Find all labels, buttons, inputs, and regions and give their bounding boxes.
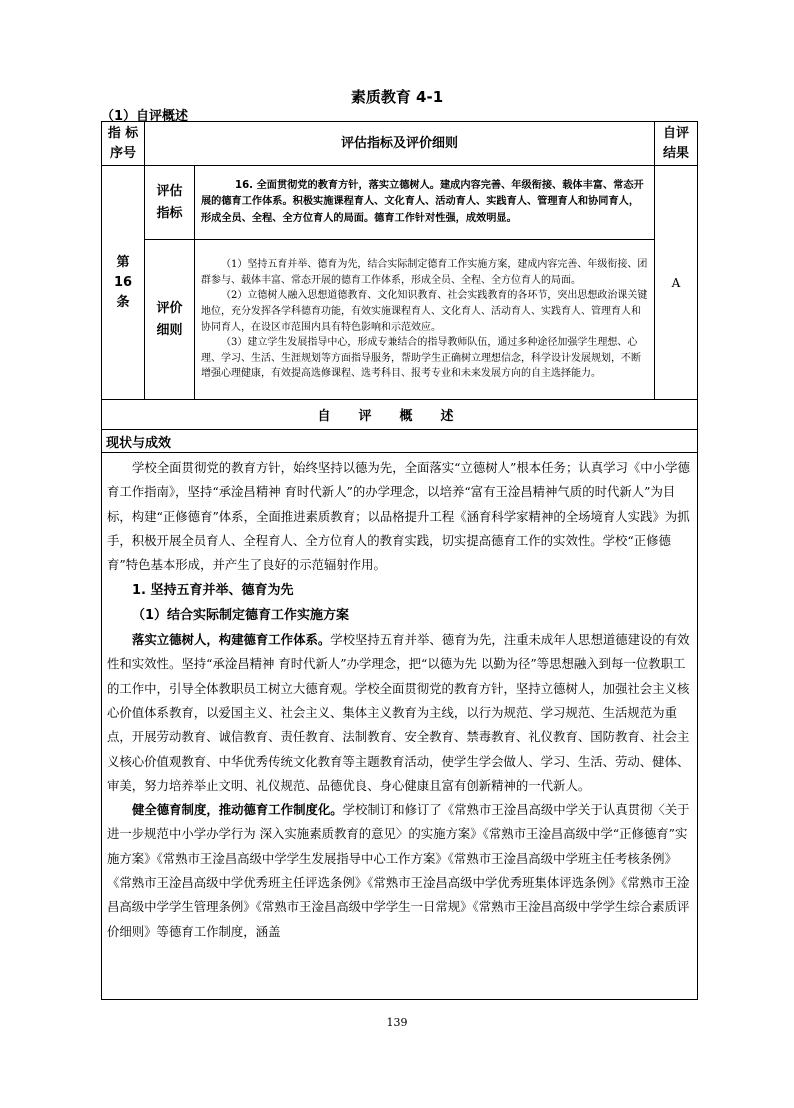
indicator-label-line1: 评估 <box>156 183 183 199</box>
detail-item: （2）立德树人融入思想道德教育、文化知识教育、社会实践教育的各环节，突出思想政治课关键地位，充分发挥各学科德育功能，有效实施课程育人、文化育人、活动育人、实践育人、管理育人和协同育人，在设区市范围内具有特色影响和示范效应。 <box>201 290 648 333</box>
paragraph-2-text: 学校制订和修订了《常熟市王淦昌高级中学关于认真贯彻〈关于进一步规范中小学办学行为 深入实施素质教育的意见〉的实施方案》《常熟市王淦昌高级中学“正修德育”实施方案》《常熟市王淦昌高级中学学生发展指导中心工作方案》《常熟市王淦昌高级中学班主任考核条例》《常熟市王淦昌高级中学优秀班主任评选条例》《常熟市王淦昌高级中学优秀班集体评选条例》《常熟市王淦昌高级中学学生管理条例》《常熟市王淦昌高级中学学生一日常规》《常熟市王淦昌高级中学学生综合素质评价细则》等德育工作制度，涵盖 <box>107 802 690 939</box>
body-text-cell <box>102 453 698 1000</box>
header-criteria: 评估指标及评价细则 <box>145 122 655 166</box>
header-col1-line1: 指 标 <box>107 125 139 141</box>
indicator-label <box>145 166 195 240</box>
detail-item: （3）建立学生发展指导中心，形成专兼结合的指导教师队伍，通过多种途径加强学生理想、心理、学习、生活、生涯规划等方面指导服务，帮助学生正确树立理想信念，科学设计发展规划，不断增强心理健康，有效提高选修课程、选考科目、报考专业和未来发展方向的自主选择能力。 <box>201 337 641 380</box>
status-row <box>102 430 698 453</box>
article-line3: 条 <box>116 294 130 310</box>
article-line2: 16 <box>113 274 133 290</box>
page-number: 139 <box>386 1016 408 1029</box>
paragraph-2 <box>107 798 692 944</box>
indicator-label-line2: 指标 <box>156 205 183 221</box>
article-line1: 第 <box>116 254 130 270</box>
header-col1-line2: 序号 <box>109 145 136 161</box>
intro-paragraph: 学校全面贯彻党的教育方针，始终坚持以德为先，全面落实“立德树人”根本任务；认真学习《中小学德育工作指南》，坚持“承淦昌精神 育时代新人”的办学理念，以培养“富有王淦昌精神气质的时代新人”为目标，构建“正修德育”体系，全面推进素质教育；以品格提升工程《涵育科学家精神的全场境育人实践》为抓手，积极开展全员育人、全程育人、全方位育人的教育实践，切实提高德育工作的实效性。学校“正修德育”特色基本形成，并产生了良好的示范辐射作用。 <box>107 460 690 573</box>
header-result <box>655 122 698 166</box>
table-header-row <box>102 122 698 166</box>
self-eval-result: A <box>655 166 698 400</box>
header-col3-line1: 自评 <box>663 125 690 141</box>
banner-text: 自评概述 <box>317 409 482 424</box>
details-label-line1: 评价 <box>156 300 183 316</box>
paragraph-1-text: 学校坚持五育并举、德育为先，注重未成年人思想道德建设的有效性和实效性。坚持“承淦昌精神 育时代新人”办学理念，把“以德为先 以勤为径”等思想融入到每一位教职工的工作中，引导全体教职员工树立大德育观。学校全面贯彻党的教育方针，坚持立德树人，加强社会主义核心价值体系教育，以爱国主义、社会主义、集体主义教育为主线，以行为规范、学习规范、生活规范为重点，开展劳动教育、诚信教育、责任教育、法制教育、安全教育、禁毒教育、礼仪教育、国防教育、社会主义核心价值观教育、中华优秀传统文化教育等主题教育活动，使学生学会做人、学习、生活、劳动、健体、审美，努力培养举止文明、礼仪规范、品德优良、身心健康且富有创新精神的一代新人。 <box>107 632 690 793</box>
header-col3-line2: 结果 <box>663 145 690 161</box>
article-number <box>102 166 145 400</box>
paragraph-2-lead: 健全德育制度，推动德育工作制度化。 <box>132 802 343 818</box>
indicator-text: 16. 全面贯彻党的教育方针，落实立德树人。建成内容完善、年级衔接、载体丰富、常态开展的德育工作体系。积极实施课程育人、文化育人、活动育人、实践育人、管理育人和协同育人，形成全员、全程、全方位育人的局面。德育工作针对性强，成效明显。 <box>201 179 644 224</box>
heading-1: 1. 坚持五育并举、德育为先 <box>132 583 294 599</box>
heading-2: （1）结合实际制定德育工作实施方案 <box>132 607 350 623</box>
section-label: （1）自评概述 <box>101 109 189 124</box>
details-label-line2: 细则 <box>156 322 183 338</box>
indicator-text-cell <box>195 166 655 240</box>
indicator-row <box>102 166 698 240</box>
paragraph-1-lead: 落实立德树人，构建德育工作体系。 <box>132 632 331 648</box>
details-text-cell <box>195 240 655 400</box>
self-eval-banner <box>102 400 698 430</box>
body-row <box>102 453 698 1000</box>
page-title: 素质教育 4-1 <box>350 88 444 106</box>
header-indicator-number <box>102 122 145 166</box>
paragraph-1 <box>107 628 692 798</box>
banner-row <box>102 400 698 430</box>
detail-item: （1）坚持五育并举、德育为先，结合实际制定德育工作实施方案，建成内容完善、年级衔接、团群参与、载体丰富、常态开展的德育工作体系，形成全员、全程、全方位育人的局面。 <box>201 259 648 286</box>
details-label <box>145 240 195 400</box>
evaluation-table <box>101 121 698 1000</box>
status-label: 现状与成效 <box>102 430 698 453</box>
details-row <box>102 240 698 400</box>
